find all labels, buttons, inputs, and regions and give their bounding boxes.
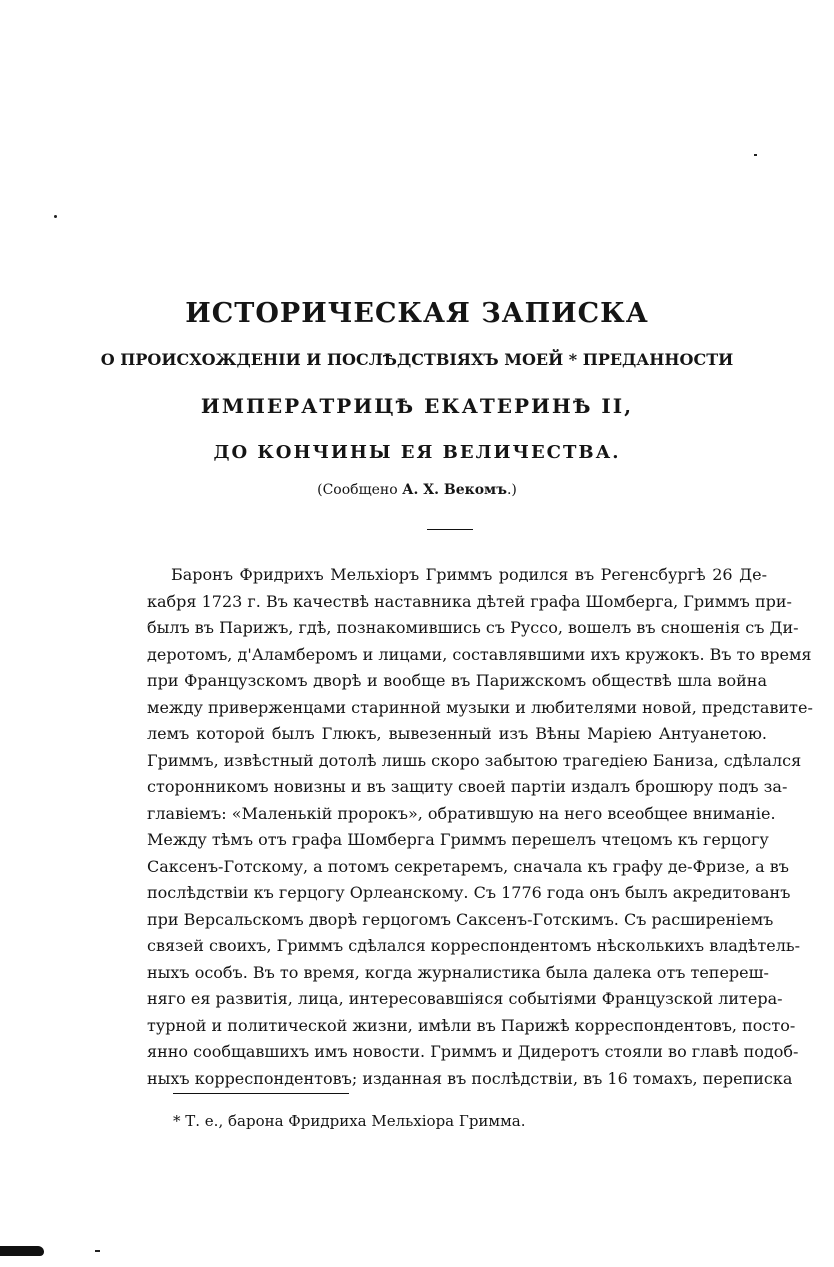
scan-smudge xyxy=(0,1246,44,1256)
body-line: няго ея развитія, лица, интересовавшіяся событіями Французской литера- xyxy=(147,989,783,1008)
scan-speck xyxy=(95,1250,100,1252)
page-title: ИСТОРИЧЕСКАЯ ЗАПИСКА xyxy=(185,298,649,329)
body-line: между приверженцами старинной музыки и любителями новой, представите- xyxy=(147,697,813,717)
body-line: кабря 1723 г. Въ качествѣ наставника дѣтей графа Шомберга, Гриммъ при- xyxy=(147,591,792,611)
body-line: связей своихъ, Гриммъ сдѣлался корреспондентомъ нѣсколькихъ владѣтель- xyxy=(147,936,801,955)
body-line: Баронъ Фридрихъ Мельхіоръ Гриммъ родился въ Регенсбургѣ 26 Де- xyxy=(171,565,767,584)
body-line: при Французскомъ дворѣ и вообще въ Парижскомъ обществѣ шла война xyxy=(147,671,767,690)
body-line: послѣдствіи къ герцогу Орлеанскому. Съ 1776 года онъ былъ акредитованъ xyxy=(147,883,791,902)
empress-heading: ИМПЕРАТРИЦѢ ЕКАТЕРИНѢ II, xyxy=(200,394,634,418)
body-line: деротомъ, д'Аламберомъ и лицами, составлявшими ихъ кружокъ. Въ то время xyxy=(147,644,812,664)
body-line: при Версальскомъ дворѣ герцогомъ Саксенъ-Готскимъ. Съ расширеніемъ xyxy=(147,909,774,929)
body-line: Гриммъ, извѣстный дотолѣ лишь скоро забытою трагедіею Баниза, сдѣлался xyxy=(147,750,802,770)
body-line: турной и политической жизни, имѣли въ Парижѣ корреспондентовъ, посто- xyxy=(147,1015,796,1035)
body-line: янно сообщавшихъ имъ новости. Гриммъ и Дидеротъ стояли во главѣ подоб- xyxy=(147,1042,799,1061)
communicated-suffix: .) xyxy=(506,482,517,498)
body-line: лемъ которой былъ Глюкъ, вывезенный изъ Вѣны Маріею Антуанетою. xyxy=(147,724,767,743)
communicated-author: А. Х. Векомъ xyxy=(402,482,507,498)
body-line: Между тѣмъ отъ графа Шомберга Гриммъ перешелъ чтецомъ къ герцогу xyxy=(147,830,769,849)
scan-speck xyxy=(54,215,57,218)
body-line: Саксенъ-Готскому, а потомъ секретаремъ, сначала къ графу де-Фризе, а въ xyxy=(147,856,789,876)
scan-speck xyxy=(754,154,757,156)
communicated-by xyxy=(0,482,834,498)
until-heading: ДО КОНЧИНЫ ЕЯ ВЕЛИЧЕСТВА. xyxy=(213,442,621,463)
footnote-divider xyxy=(173,1093,349,1094)
body-line: былъ въ Парижъ, гдѣ, познакомившись съ Руссо, вошелъ въ сношенія съ Ди- xyxy=(147,618,799,637)
body-text xyxy=(147,562,813,1092)
body-line: ныхъ корреспондентовъ; изданная въ послѣдствіи, въ 16 томахъ, переписка xyxy=(147,1068,793,1088)
body-line: ныхъ особъ. Въ то время, когда журналистика была далека отъ тепереш- xyxy=(147,962,769,982)
communicated-prefix: (Сообщено xyxy=(317,482,403,498)
body-line: главіемъ: «Маленькій пророкъ», обратившую на него всеобщее вниманіе. xyxy=(147,803,776,823)
subtitle: О ПРОИСХОЖДЕНІИ И ПОСЛѢДСТВІЯХЪ МОЕЙ * ПРЕДАННОСТИ xyxy=(100,350,734,369)
footnote: * Т. е., барона Фридриха Мельхіора Гримма. xyxy=(173,1112,526,1130)
body-line: сторонникомъ новизны и въ защиту своей партіи издалъ брошюру подъ за- xyxy=(147,777,788,796)
title-divider xyxy=(427,529,473,530)
